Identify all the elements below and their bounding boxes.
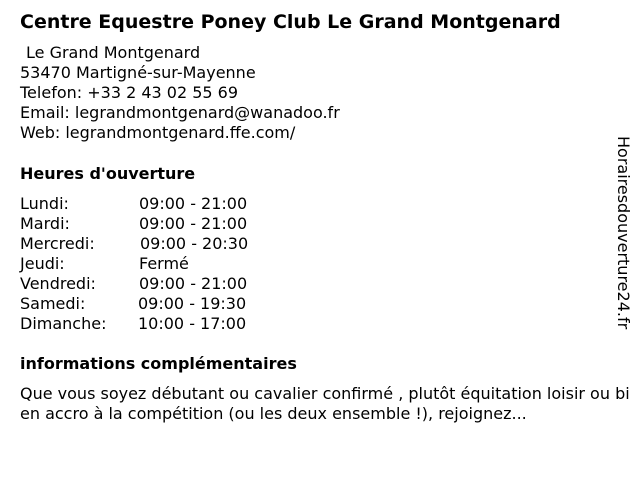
day-hours: Fermé	[139, 254, 189, 273]
hours-row-monday	[20, 194, 280, 214]
city-postal: 53470 Martigné-sur-Mayenne	[20, 63, 256, 82]
day-hours: 09:00 - 21:00	[139, 214, 248, 233]
day-label: Mercredi:	[20, 234, 95, 253]
address-block	[20, 43, 340, 143]
day-hours: 09:00 - 20:30	[140, 234, 249, 253]
phone-number[interactable]: Telefon: +33 2 43 02 55 69	[20, 83, 239, 102]
day-label: Lundi:	[20, 194, 69, 213]
hours-row-tuesday	[20, 214, 280, 234]
day-hours: 09:00 - 21:00	[139, 194, 248, 213]
hours-row-saturday	[20, 294, 280, 314]
day-label: Vendredi:	[20, 274, 96, 293]
site-watermark: Horairesdouverture24.fr	[614, 136, 633, 330]
day-hours: 10:00 - 17:00	[138, 314, 247, 333]
day-label: Samedi:	[20, 294, 86, 313]
business-name: Centre Equestre Poney Club Le Grand Montgenard	[20, 11, 561, 33]
hours-row-sunday	[20, 314, 280, 334]
opening-hours-heading: Heures d'ouverture	[20, 164, 196, 183]
email-address[interactable]: Email: legrandmontgenard@wanadoo.fr	[20, 103, 340, 122]
additional-info-heading: informations complémentaires	[20, 354, 297, 373]
street-address: Le Grand Montgenard	[26, 43, 201, 62]
hours-row-wednesday	[20, 234, 280, 254]
day-label: Jeudi:	[20, 254, 65, 273]
day-hours: 09:00 - 19:30	[138, 294, 247, 313]
hours-row-friday	[20, 274, 280, 294]
day-label: Dimanche:	[20, 314, 107, 333]
additional-info-text: Que vous soyez débutant ou cavalier confirmé , plutôt équitation loisir ou bien accro à la compétition (ou les deux ensemble !), rejoignez...	[20, 384, 630, 423]
hours-row-thursday	[20, 254, 280, 274]
opening-hours-table	[20, 194, 280, 334]
day-hours: 09:00 - 21:00	[139, 274, 248, 293]
website-link[interactable]: Web: legrandmontgenard.ffe.com/	[20, 123, 296, 142]
day-label: Mardi:	[20, 214, 70, 233]
